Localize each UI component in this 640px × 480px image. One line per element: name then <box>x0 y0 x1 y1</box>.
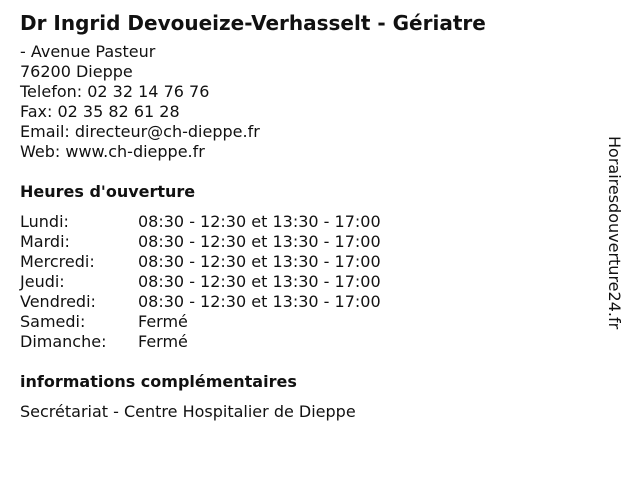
fax-number: Fax: 02 35 82 61 28 <box>20 102 180 121</box>
hours-row-thursday <box>20 272 381 292</box>
day-hours: 08:30 - 12:30 et 13:30 - 17:00 <box>138 252 381 271</box>
day-hours: Fermé <box>138 312 188 331</box>
day-label: Mercredi: <box>20 252 95 271</box>
address-street: - Avenue Pasteur <box>20 42 156 61</box>
address-city: 76200 Dieppe <box>20 62 133 81</box>
listing-page <box>20 10 600 422</box>
opening-hours-heading: Heures d'ouverture <box>20 182 196 201</box>
additional-info-text: Secrétariat - Centre Hospitalier de Dieppe <box>20 402 356 421</box>
day-label: Jeudi: <box>20 272 65 291</box>
hours-row-wednesday <box>20 252 381 272</box>
day-label: Samedi: <box>20 312 86 331</box>
day-label: Lundi: <box>20 212 69 231</box>
day-hours: 08:30 - 12:30 et 13:30 - 17:00 <box>138 232 381 251</box>
day-label: Dimanche: <box>20 332 107 351</box>
page-title: Dr Ingrid Devoueize-Verhasselt - Gériatre <box>20 11 486 35</box>
day-label: Mardi: <box>20 232 70 251</box>
contact-block <box>20 42 600 162</box>
site-watermark: Horairesdouverture24.fr <box>605 136 624 330</box>
day-hours: 08:30 - 12:30 et 13:30 - 17:00 <box>138 272 381 291</box>
additional-info-heading: informations complémentaires <box>20 372 297 391</box>
hours-row-friday <box>20 292 381 312</box>
day-label: Vendredi: <box>20 292 96 311</box>
hours-row-sunday <box>20 332 381 352</box>
email-address: Email: directeur@ch-dieppe.fr <box>20 122 260 141</box>
day-hours: Fermé <box>138 332 188 351</box>
day-hours: 08:30 - 12:30 et 13:30 - 17:00 <box>138 212 381 231</box>
website: Web: www.ch-dieppe.fr <box>20 142 205 161</box>
hours-row-saturday <box>20 312 381 332</box>
day-hours: 08:30 - 12:30 et 13:30 - 17:00 <box>138 292 381 311</box>
hours-row-tuesday <box>20 232 381 252</box>
opening-hours-table <box>20 212 381 352</box>
hours-row-monday <box>20 212 381 232</box>
phone-number: Telefon: 02 32 14 76 76 <box>20 82 210 101</box>
